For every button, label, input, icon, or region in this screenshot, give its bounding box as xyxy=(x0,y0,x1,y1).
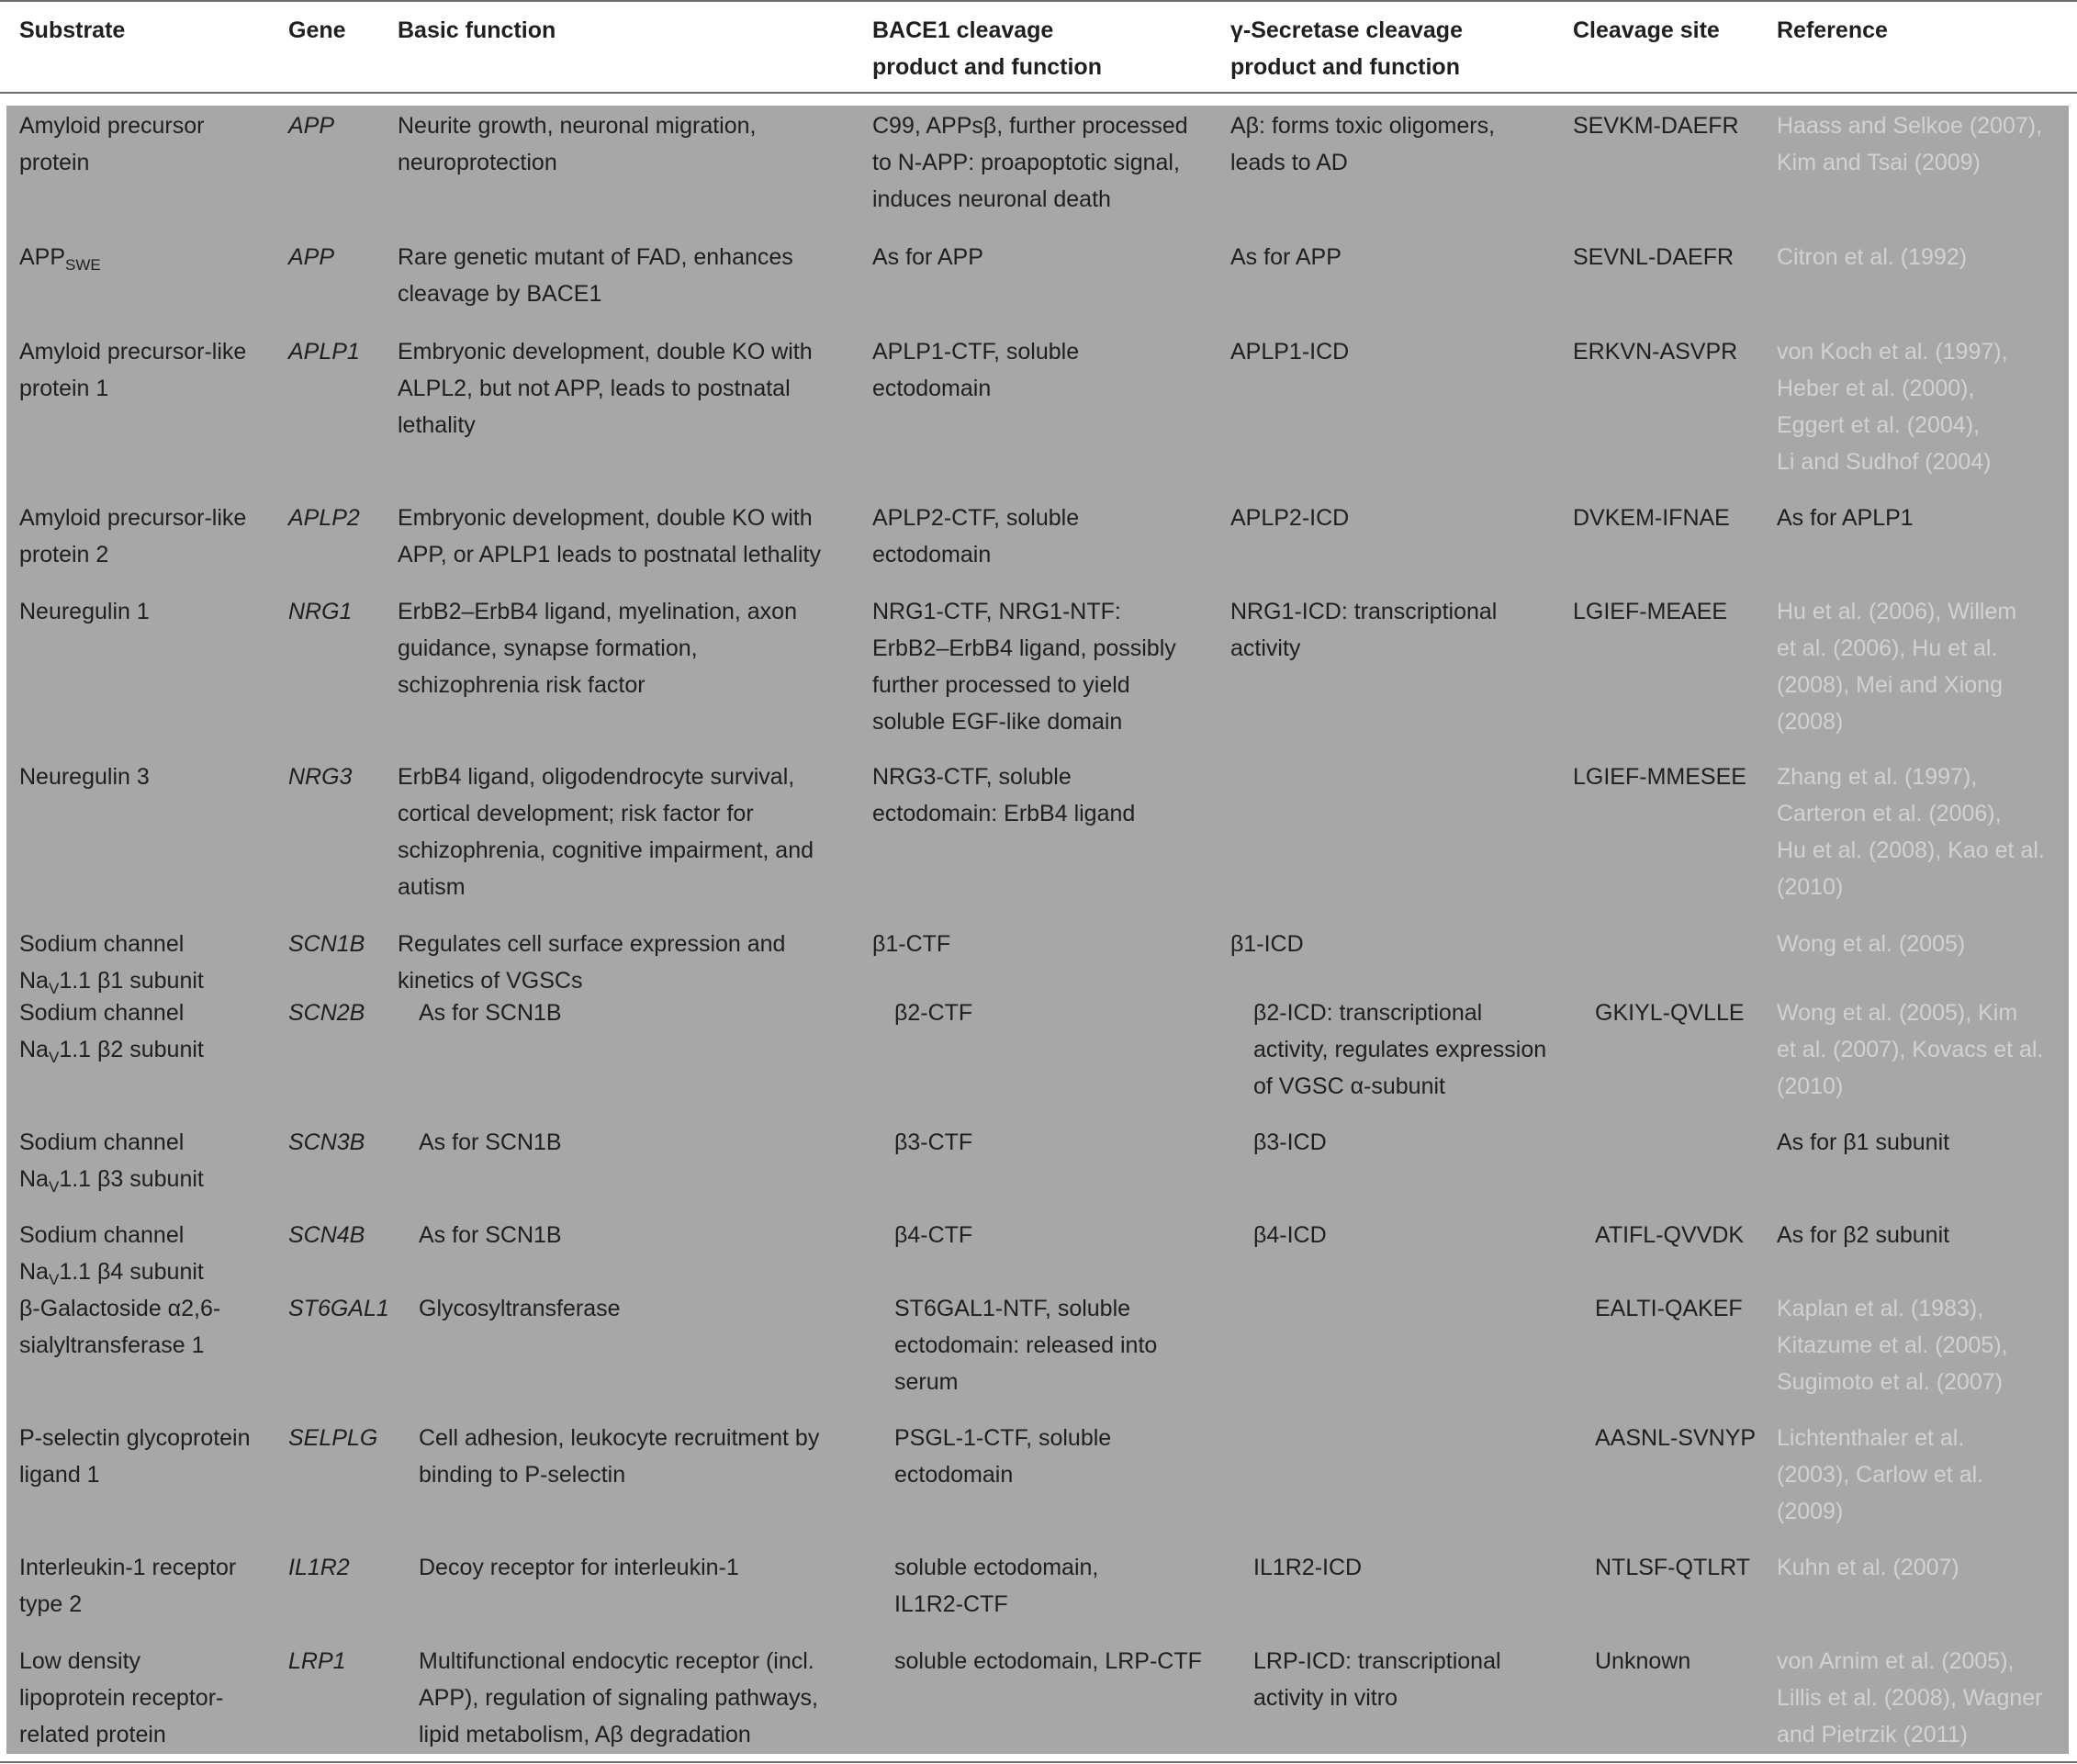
substrate-cell xyxy=(19,239,101,284)
text-line: Sodium channel xyxy=(19,1222,185,1248)
gamma-product-cell xyxy=(1230,107,1495,181)
text-line: γ-Secretase cleavage xyxy=(1230,17,1463,43)
text-line: (2010) xyxy=(1777,874,1844,900)
text-line: Multifunctional endocytic receptor (incl. xyxy=(419,1648,814,1674)
text-line: β2-ICD: transcriptional xyxy=(1253,1000,1483,1026)
gamma-product-cell xyxy=(1230,593,1497,667)
basic-function-cell xyxy=(419,1643,818,1753)
text-line: Eggert et al. (2004), xyxy=(1777,412,1980,438)
text-line: β4-CTF xyxy=(894,1222,973,1248)
gamma-product-cell xyxy=(1230,239,1342,275)
text-line: ectodomain: ErbB4 ligand xyxy=(872,801,1136,826)
text-line: serum xyxy=(894,1369,959,1395)
text-line: binding to P-selectin xyxy=(419,1462,626,1488)
text-line: ectodomain: released into xyxy=(894,1332,1158,1358)
gamma-product-cell xyxy=(1230,500,1349,536)
basic-function-cell xyxy=(419,994,562,1031)
bace1-product-cell xyxy=(872,239,983,275)
text-line: autism xyxy=(398,874,466,900)
gene-cell: SCN2B xyxy=(288,1000,365,1026)
text-line: (2010) xyxy=(1777,1073,1844,1099)
text-line: Wong et al. (2005) xyxy=(1777,931,1966,957)
text-line: (2003), Carlow et al. xyxy=(1777,1462,1984,1488)
text-line: Reference xyxy=(1777,17,1888,43)
text-line: activity xyxy=(1230,635,1301,661)
gamma-product-cell xyxy=(1230,333,1349,370)
text-line: LRP-ICD: transcriptional xyxy=(1253,1648,1501,1674)
text-line: As for β1 subunit xyxy=(1777,1129,1950,1155)
text-line: Kim and Tsai (2009) xyxy=(1777,150,1981,175)
basic-function-cell xyxy=(419,1549,739,1586)
text-line: ST6GAL1-NTF, soluble xyxy=(894,1296,1131,1321)
text-line: $Na_V1.1$ β1 subunit xyxy=(19,968,204,997)
header-gene xyxy=(288,12,346,49)
text-line: ALPL2, but not APP, leads to postnatal xyxy=(398,376,791,401)
text-line: β3-ICD xyxy=(1253,1129,1327,1155)
text-line: type 2 xyxy=(19,1591,83,1617)
text-line: Basic function xyxy=(398,17,556,43)
text-line: APLP1-ICD xyxy=(1230,339,1350,365)
text-line: cortical development; risk factor for xyxy=(398,801,754,826)
basic-function-cell xyxy=(398,239,793,312)
cleavage-site-cell: LGIEF-MMESEE xyxy=(1573,764,1746,790)
text-line: Zhang et al. (1997), xyxy=(1777,764,1978,790)
text-line: ErbB2–ErbB4 ligand, myelination, axon xyxy=(398,599,797,624)
text-line: APLP2-ICD xyxy=(1230,505,1350,531)
basic-function-cell xyxy=(398,500,821,573)
text-line: lethality xyxy=(398,412,476,438)
substrate-cell xyxy=(19,1290,220,1364)
text-line: activity, regulates expression xyxy=(1253,1037,1547,1062)
gene-cell: APLP1 xyxy=(288,339,360,365)
bace1-product-cell xyxy=(872,333,1079,407)
text-line: As for APP xyxy=(872,244,983,270)
basic-function-cell xyxy=(419,1217,562,1253)
text-line: β1-ICD xyxy=(1230,931,1304,957)
text-line: ectodomain xyxy=(872,542,992,567)
text-line: protein xyxy=(19,150,90,175)
cleavage-site-cell: LGIEF-MEAEE xyxy=(1573,599,1728,624)
substrate-cell xyxy=(19,1217,204,1298)
reference-cell xyxy=(1777,758,2045,905)
text-line: protein 1 xyxy=(19,376,109,401)
header-rule xyxy=(0,92,2077,94)
gene-cell: SCN1B xyxy=(288,931,365,957)
gamma-product-cell xyxy=(1253,1217,1327,1253)
text-line: Heber et al. (2000), xyxy=(1777,376,1975,401)
reference-cell xyxy=(1777,1217,1949,1253)
text-line: ectodomain xyxy=(872,376,992,401)
reference-cell xyxy=(1777,500,1914,536)
text-line: Wong et al. (2005), Kim xyxy=(1777,1000,2018,1026)
text-line: ErbB4 ligand, oligodendrocyte survival, xyxy=(398,764,795,790)
substrate-cell xyxy=(19,500,246,573)
cleavage-site-cell: DVKEM-IFNAE xyxy=(1573,505,1730,531)
reference-cell xyxy=(1777,994,2043,1105)
text-line: to N-APP: proapoptotic signal, xyxy=(872,150,1180,175)
text-line: $Na_V1.1$ β2 subunit xyxy=(19,1037,204,1066)
header-cleavage-site xyxy=(1573,12,1720,49)
text-line: NRG1-ICD: transcriptional xyxy=(1230,599,1498,624)
text-line: kinetics of VGSCs xyxy=(398,968,583,994)
cleavage-site-cell: Unknown xyxy=(1595,1648,1691,1674)
gamma-product-cell xyxy=(1253,1124,1327,1161)
gene-cell: NRG1 xyxy=(288,599,353,624)
text-line: Kitazume et al. (2005), xyxy=(1777,1332,2008,1358)
text-line: β3-CTF xyxy=(894,1129,973,1155)
text-line: Citron et al. (1992) xyxy=(1777,244,1968,270)
text-line: Hu et al. (2008), Kao et al. xyxy=(1777,837,2045,863)
text-line: leads to AD xyxy=(1230,150,1348,175)
text-line: Gene xyxy=(288,17,346,43)
text-line: As for APP xyxy=(1230,244,1342,270)
gene-cell: ST6GAL1 xyxy=(288,1296,389,1321)
reference-cell xyxy=(1777,1643,2042,1753)
text-line: Sodium channel xyxy=(19,1129,185,1155)
text-line: lipid metabolism, Aβ degradation xyxy=(419,1722,751,1747)
substrate-cell xyxy=(19,1549,236,1623)
substrate-cell xyxy=(19,1643,223,1753)
gene-cell: APP xyxy=(288,113,335,139)
bace1-product-cell xyxy=(894,1549,1098,1623)
text-line: Low density xyxy=(19,1648,141,1674)
bace1-product-cell xyxy=(872,107,1188,218)
bace1-product-cell xyxy=(872,593,1176,740)
basic-function-cell xyxy=(419,1290,621,1327)
header-basic-function xyxy=(398,12,556,49)
text-line: cleavage by BACE1 xyxy=(398,281,602,307)
bace1-product-cell xyxy=(894,1420,1111,1493)
bace1-product-cell xyxy=(894,994,972,1031)
text-line: NRG3-CTF, soluble xyxy=(872,764,1072,790)
text-line: product and function xyxy=(872,54,1102,80)
gene-cell: SCN3B xyxy=(288,1129,365,1155)
text-line: C99, APPsβ, further processed xyxy=(872,113,1188,139)
reference-cell xyxy=(1777,926,1965,962)
text-line: further processed to yield xyxy=(872,672,1130,698)
basic-function-cell xyxy=(419,1124,562,1161)
text-line: (2008) xyxy=(1777,709,1844,735)
cleavage-site-cell: GKIYL-QVLLE xyxy=(1595,1000,1745,1026)
text-line: sialyltransferase 1 xyxy=(19,1332,205,1358)
text-line: ectodomain xyxy=(894,1462,1014,1488)
reference-cell xyxy=(1777,107,2042,181)
text-line: soluble ectodomain, LRP-CTF xyxy=(894,1648,1202,1674)
text-line: (2008), Mei and Xiong xyxy=(1777,672,2003,698)
header-reference xyxy=(1777,12,1888,49)
text-line: guidance, synapse formation, xyxy=(398,635,698,661)
text-line: schizophrenia, cognitive impairment, and xyxy=(398,837,814,863)
text-line: induces neuronal death xyxy=(872,186,1111,212)
text-line: APP, or APLP1 leads to postnatal lethality xyxy=(398,542,821,567)
basic-function-cell xyxy=(419,1420,819,1493)
text-line: BACE1 cleavage xyxy=(872,17,1054,43)
substrate-cell xyxy=(19,758,150,795)
basic-function-cell xyxy=(398,758,814,905)
text-line: Substrate xyxy=(19,17,126,43)
basic-function-cell xyxy=(398,107,756,181)
text-line: lipoprotein receptor- xyxy=(19,1685,224,1711)
bace1-product-cell xyxy=(872,500,1079,573)
text-line: Neuregulin 3 xyxy=(19,764,150,790)
text-line: Interleukin-1 receptor xyxy=(19,1555,237,1580)
text-line: As for SCN1B xyxy=(419,1129,562,1155)
cleavage-site-cell: SEVKM-DAEFR xyxy=(1573,113,1739,139)
text-line: β4-ICD xyxy=(1253,1222,1327,1248)
text-line: Cell adhesion, leukocyte recruitment by xyxy=(419,1425,820,1451)
reference-cell xyxy=(1777,1124,1949,1161)
bottom-rule xyxy=(0,1761,2077,1763)
text-line: Kuhn et al. (2007) xyxy=(1777,1555,1959,1580)
text-line: Lichtenthaler et al. xyxy=(1777,1425,1965,1451)
text-line: soluble EGF-like domain xyxy=(872,709,1123,735)
text-line: Sugimoto et al. (2007) xyxy=(1777,1369,2003,1395)
substrate-cell xyxy=(19,333,246,407)
reference-cell xyxy=(1777,333,2008,480)
cleavage-site-cell: NTLSF-QTLRT xyxy=(1595,1555,1750,1580)
substrate-cell xyxy=(19,593,150,630)
text-line: As for SCN1B xyxy=(419,1000,562,1026)
text-line: Glycosyltransferase xyxy=(419,1296,621,1321)
gene-cell: SELPLG xyxy=(288,1425,378,1451)
reference-cell xyxy=(1777,1420,1983,1530)
gene-cell: SCN4B xyxy=(288,1222,365,1248)
substrate-cell xyxy=(19,1420,251,1493)
text-line: Neurite growth, neuronal migration, xyxy=(398,113,757,139)
text-line: Kaplan et al. (1983), xyxy=(1777,1296,1984,1321)
text-line: $Na_V1.1$ β4 subunit xyxy=(19,1259,204,1288)
gamma-product-cell xyxy=(1253,994,1546,1105)
text-line: neuroprotection xyxy=(398,150,557,175)
reference-cell xyxy=(1777,1549,1959,1586)
text-line: Cleavage site xyxy=(1573,17,1720,43)
text-line: soluble ectodomain, xyxy=(894,1555,1099,1580)
text-line: APLP1-CTF, soluble xyxy=(872,339,1080,365)
cleavage-site-cell: EALTI-QAKEF xyxy=(1595,1296,1743,1321)
gene-cell: IL1R2 xyxy=(288,1555,350,1580)
gene-cell: NRG3 xyxy=(288,764,353,790)
text-line: Aβ: forms toxic oligomers, xyxy=(1230,113,1496,139)
header-bace1-product xyxy=(872,12,1102,85)
text-line: Hu et al. (2006), Willem xyxy=(1777,599,2017,624)
text-line: Decoy receptor for interleukin-1 xyxy=(419,1555,739,1580)
text-line: and Pietrzik (2011) xyxy=(1777,1722,1968,1747)
text-line: von Koch et al. (1997), xyxy=(1777,339,2008,365)
text-line: activity in vitro xyxy=(1253,1685,1398,1711)
text-line: Rare genetic mutant of FAD, enhances xyxy=(398,244,793,270)
text-line: β2-CTF xyxy=(894,1000,973,1026)
gamma-product-cell xyxy=(1230,926,1304,962)
basic-function-cell xyxy=(398,926,785,999)
bace1-product-cell xyxy=(872,926,950,962)
text-line: ErbB2–ErbB4 ligand, possibly xyxy=(872,635,1176,661)
header-substrate xyxy=(19,12,125,49)
text-line: $APP_{SWE}$ xyxy=(19,244,101,274)
bace1-product-cell xyxy=(894,1217,972,1253)
text-line: protein 2 xyxy=(19,542,109,567)
text-line: Embryonic development, double KO with xyxy=(398,339,813,365)
substrate-cell xyxy=(19,107,204,181)
text-line: et al. (2006), Hu et al. xyxy=(1777,635,1998,661)
text-line: As for SCN1B xyxy=(419,1222,562,1248)
text-line: Amyloid precursor xyxy=(19,113,205,139)
substrate-cell xyxy=(19,994,204,1076)
bace1-product-cell xyxy=(872,758,1135,832)
text-line: related protein xyxy=(19,1722,166,1747)
text-line: APLP2-CTF, soluble xyxy=(872,505,1080,531)
text-line: NRG1-CTF, NRG1-NTF: xyxy=(872,599,1121,624)
text-line: von Arnim et al. (2005), xyxy=(1777,1648,2015,1674)
text-line: (2009) xyxy=(1777,1499,1844,1524)
text-line: of VGSC α-subunit xyxy=(1253,1073,1445,1099)
text-line: et al. (2007), Kovacs et al. xyxy=(1777,1037,2044,1062)
text-line: Regulates cell surface expression and xyxy=(398,931,786,957)
basic-function-cell xyxy=(398,333,813,444)
gene-cell: APLP2 xyxy=(288,505,360,531)
text-line: Haass and Selkoe (2007), xyxy=(1777,113,2043,139)
header-gamma-product xyxy=(1230,12,1463,85)
text-line: $Na_V1.1$ β3 subunit xyxy=(19,1166,204,1196)
bace1-product-cell xyxy=(894,1643,1202,1680)
text-line: IL1R2-CTF xyxy=(894,1591,1008,1617)
gene-cell: APP xyxy=(288,244,335,270)
text-line: β1-CTF xyxy=(872,931,951,957)
top-rule xyxy=(0,0,2077,2)
gamma-product-cell xyxy=(1253,1643,1501,1716)
text-line: Amyloid precursor-like xyxy=(19,339,247,365)
text-line: product and function xyxy=(1230,54,1460,80)
text-line: As for β2 subunit xyxy=(1777,1222,1950,1248)
reference-cell xyxy=(1777,1290,2008,1400)
text-line: Li and Sudhof (2004) xyxy=(1777,449,1992,475)
text-line: APP), regulation of signaling pathways, xyxy=(419,1685,818,1711)
gamma-product-cell xyxy=(1253,1549,1362,1586)
text-line: IL1R2-ICD xyxy=(1253,1555,1363,1580)
text-line: Sodium channel xyxy=(19,931,185,957)
bace1-product-cell xyxy=(894,1124,972,1161)
cleavage-site-cell: ERKVN-ASVPR xyxy=(1573,339,1738,365)
cleavage-site-cell: ATIFL-QVVDK xyxy=(1595,1222,1745,1248)
basic-function-cell xyxy=(398,593,797,703)
text-line: β-Galactoside α2,6- xyxy=(19,1296,221,1321)
text-line: Carteron et al. (2006), xyxy=(1777,801,2002,826)
text-line: Sodium channel xyxy=(19,1000,185,1026)
text-line: Amyloid precursor-like xyxy=(19,505,247,531)
reference-cell xyxy=(1777,593,2016,740)
text-line: As for APLP1 xyxy=(1777,505,1914,531)
text-line: Embryonic development, double KO with xyxy=(398,505,813,531)
gene-cell: LRP1 xyxy=(288,1648,346,1674)
text-line: PSGL-1-CTF, soluble xyxy=(894,1425,1112,1451)
text-line: Lillis et al. (2008), Wagner xyxy=(1777,1685,2043,1711)
reference-cell xyxy=(1777,239,1967,275)
text-line: schizophrenia risk factor xyxy=(398,672,646,698)
text-line: P-selectin glycoprotein xyxy=(19,1425,251,1451)
cleavage-site-cell: AASNL-SVNYP xyxy=(1595,1425,1757,1451)
substrate-cell xyxy=(19,1124,204,1206)
text-line: Neuregulin 1 xyxy=(19,599,150,624)
text-line: ligand 1 xyxy=(19,1462,100,1488)
cleavage-site-cell: SEVNL-DAEFR xyxy=(1573,244,1735,270)
bace1-product-cell xyxy=(894,1290,1157,1400)
